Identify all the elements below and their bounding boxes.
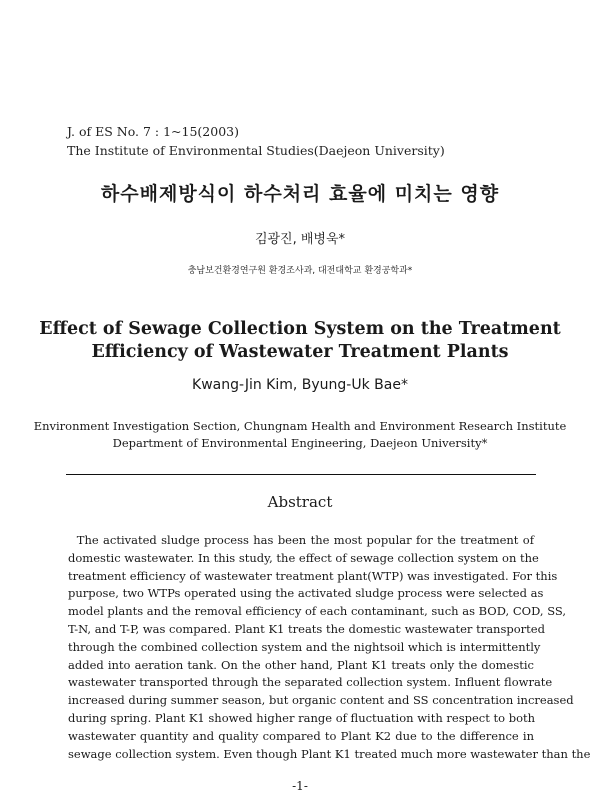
abstract-line: treatment efficiency of wastewater treatment plant(WTP) was investigated. For this [68,568,558,583]
abstract-line: T-N, and T-P, was compared. Plant K1 treats the domestic wastewater transported [68,621,545,636]
affiliation-line: Environment Investigation Section, Chungnam Health and Environment Research Institute [33,419,567,433]
journal-institute: The Institute of Environmental Studies(Daejeon University) [67,143,445,158]
abstract-line: purpose, two WTPs operated using the activated sludge process were selected as [68,586,544,601]
page-number: -1- [292,779,308,793]
abstract-heading: Abstract [267,493,333,511]
journal-header [67,122,445,160]
abstract-line: wastewater quantity and quality compared to Plant K2 due to the difference in [68,728,534,743]
abstract-line: model plants and the removal efficiency of each contaminant, such as BOD, COD, SS, [68,604,566,619]
abstract-line: The activated sludge process has been the most popular for the treatment of [68,533,534,547]
abstract-line: during spring. Plant K1 showed higher range of fluctuation with respect to both [68,710,536,725]
english-title-line: Effect of Sewage Collection System on the Treatment [39,319,561,339]
journal-citation: J. of ES No. 7 : 1~15(2003) [67,124,239,139]
korean-title: 하수배제방식이 하수처리 효율에 미치는 영향 [100,183,500,205]
english-authors: Kwang-Jin Kim, Byung-Uk Bae* [192,377,408,393]
abstract-line: sewage collection system. Even though Plant K1 treated much more wastewater than the [68,746,591,761]
abstract-line: domestic wastewater. In this study, the effect of sewage collection system on the [68,550,539,565]
english-affiliation [0,418,600,452]
section-divider [66,474,536,475]
abstract-line: added into aeration tank. On the other hand, Plant K1 treats only the domestic [68,657,534,672]
abstract-body [68,532,591,763]
korean-authors: 김광진, 배병욱* [254,232,346,247]
korean-affiliation: 충남보건환경연구원 환경조사과, 대전대학교 환경공학과* [187,266,413,276]
english-title [0,318,600,364]
abstract-line: through the combined collection system and the nightsoil which is intermittently [68,639,541,654]
english-title-line: Efficiency of Wastewater Treatment Plants [91,342,509,362]
abstract-line: increased during summer season, but organic content and SS concentration increased [68,693,574,708]
affiliation-line: Department of Environmental Engineering, Daejeon University* [112,436,488,450]
abstract-line: wastewater transported through the separated collection system. Influent flowrate [68,675,553,690]
